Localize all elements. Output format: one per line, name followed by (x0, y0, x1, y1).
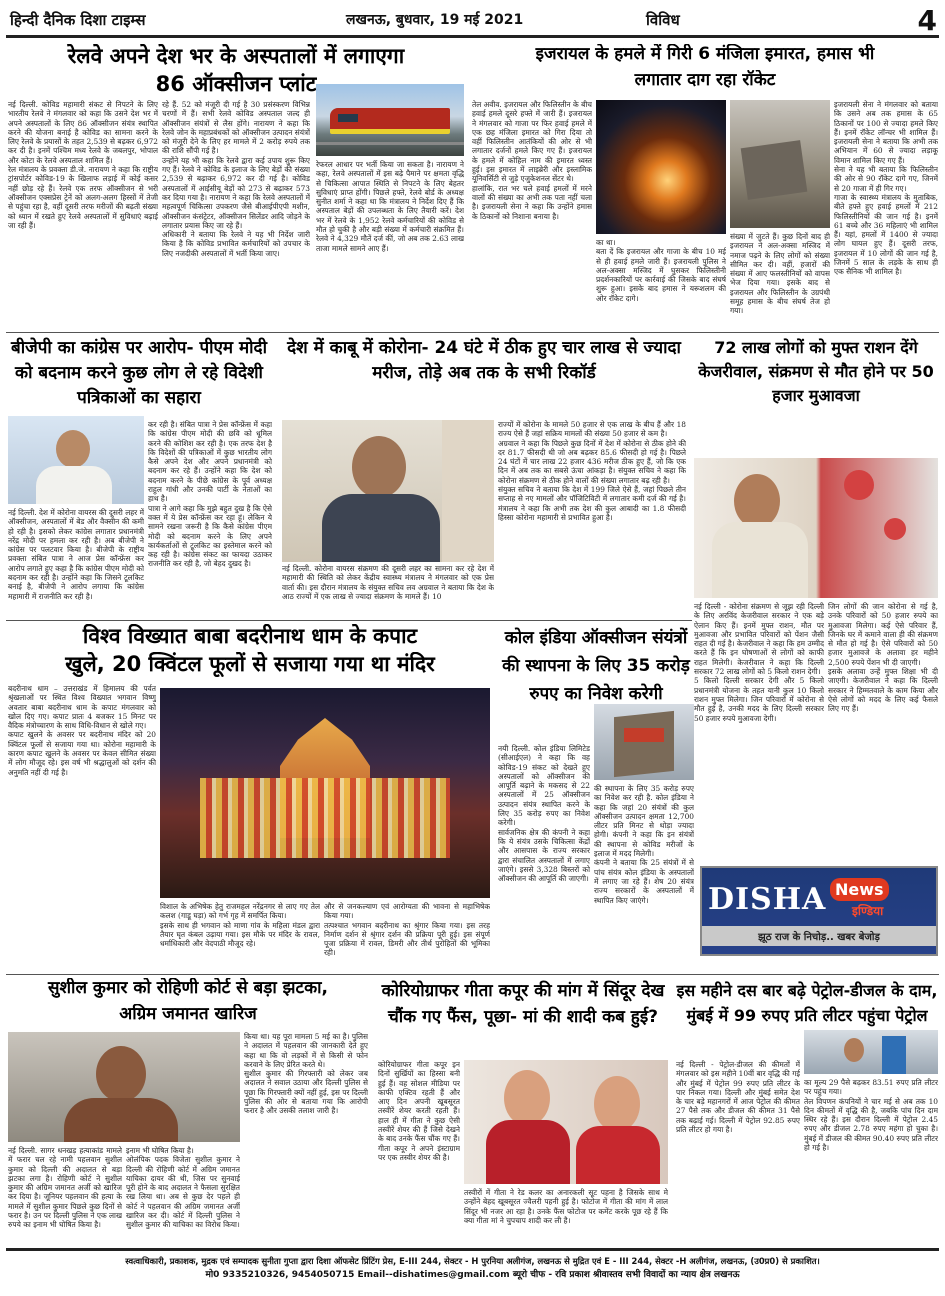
ad-tagline: झूठ राज के निचोड़.. खबर बेजोड़ (702, 926, 936, 946)
dateline: लखनऊ, बुधवार, 19 मई 2021 (346, 12, 524, 28)
a2-col-1: तेल अवीव. इजरायल और फिलिस्तीन के बीच हवाई हमले दूसरे हफ्ते में जारी हैं। इजरायल ने मंगलवार को गाजा पर फिर हवाई हमले में एक छह मंजिला इमारत को गिरा दिया तो वहीं फिलिस्तीन आतंकियों की ओर से भी लगातार दर्जनों हमले किए गए हैं। इजरायल के हमले में कोहिल नाम की इमारत ध्वस्त हुई। इस इमारत में लाइब्रेरी और इस्लामिक यूनिवर्सिटी से जुड़े एजुकेशनल सेंटर थे। हालांकि, रात भर चले हवाई हमलों में मरने वालों की संख्या का अभी तक पता नहीं चला है। इजरायली सेना ने कहा कि उन्होंने हमास के ठिकानों को निशाना बनाया है। (472, 100, 592, 221)
imprint-line-1: स्वत्वाधिकारी, प्रकाशक, मुद्रक एवं सम्पादक सुनीता गुप्ता द्वारा दिशा ऑफसेट प्रिंटिंग प्रेस, E-III 244, सेक्टर - H पुरनिया अलीगंज, लखनऊ से मुद्रित एवं E - III 244, सेक्टर -H अलीगंज, लखनऊ, (उ0प्र0) से प्रकाशित। (125, 1256, 820, 1266)
a5-col-2: जिन लोगों की जान कोरोना से गई है, उनके परिवारों को 50 हजार रुपये का मुआवजा मिलेगा। कई ऐसे परिवार हैं, जिनके घर में कमाने वाला ही की संक्रमण से मौत हो गई है। ऐसे परिवारों को 50 हजार मुआवजे के अलावा हर महीने 2,500 रुपये पेंशन भी दी जाएगी। इसके अलावा उन्हें मुफ्त शिक्षा भी दी जाएगी। केजरीवाल ने कहा कि दिल्ली सरकार ने हिम्मतवाले के काम किया और ऐसे लोगों को मदद के लिए कई फैसले लिए गए हैं। (828, 602, 938, 714)
a7-coal-india-photo (594, 704, 694, 780)
a9-col-2: तस्वीरों में गीता ने रेड कलर का अनारकली सूट पहना है जिसके साथ मे उन्होंने बेहद खूबसूरत ज्वैलरी पहनी हुई है। फोटोज में गीता की मांग में लाल सिंदूर भी नजर आ रहा है। उनके फैंस फोटोज पर कमेंट करके पूछ रहे हैं कि क्या गीता मां ने चुपचाप शादी कर ली है। (464, 1188, 668, 1225)
a7-col-2: की स्थापना के लिए 35 करोड़ रुपए का निवेश कर रही है. कोल इंडिया ने कहा कि जहां 20 संयंत्रों की कुल ऑक्सीजन उत्पादन क्षमता 12,700 लीटर प्रति मिनट से थोड़ा ज्यादा होगी। कंपनी ने कहा कि इन संयंत्रों की स्थापना से कोविड मरीजों के इलाज में मदद मिलेगी। कंपनी ने बताया कि 25 संयंत्रों में से पांच संयंत्र कोल इंडिया के अस्पतालों में लगाए जा रहे हैं। शेष 20 संयंत्र राज्य सरकारों के अस्पतालों में स्थापित किए जाएंगे। (594, 784, 694, 905)
a6-col-3: और से जनकल्याण एवं आरोग्यता की भावना से महाभिषेक किया गया। तत्पश्चात भगवान बदरीनाथ का श्रृंगार किया गया। इस तरह निर्माण दर्शन से श्रृंगार दर्शन की प्रक्रिया पूरी हुई। इस संपूर्ण पूजा प्रक्रिया में रावल, डिमरी और तीर्थ पुरोहितों की भूमिका रही। (324, 902, 490, 958)
a6-col-2: विशाल के अभिषेक हेतु राजमहल नरेंद्रनगर से लाए गए तेल कलश (गाडू घड़ा) को गर्भ गृह में समर्पित किया। इसके साथ ही भगवान को माणा गांव के महिला मंडल द्वारा तैयार घृत कंबल उढ़ाया गया। इस मौके पर मंदिर के रावल, धर्माधिकारी और वेदपाठी मौजूद रहे। (160, 902, 320, 949)
a2-explosion-photo (596, 100, 726, 234)
a5-headline: 72 लाख लोगों को मुफ्त राशन देंगे केजरीवाल, संक्रमण से मौत होने पर 50 हजार मुआवजा (698, 338, 934, 405)
a9-geeta-photo (464, 1060, 668, 1184)
a8-headline-1: सुशील कुमार को रोहिणी कोर्ट से बड़ा झटका, (48, 978, 328, 998)
a9-col-1: कोरियोग्राफर गीता कपूर इन दिनों सुर्खियों का हिस्सा बनी हुई हैं। वह सोशल मीडिया पर काफी एक्टिव रहती हैं और आए दिन अपनी खूबसूरत तस्वीरें शेयर करती रहती हैं। हाल ही में गीता ने कुछ ऐसी तस्वीरें शेयर की हैं जिसे देखने के बाद उनके फैंस चौंक गए हैं। गीता कपूर ने अपने इंस्टाग्राम पर एक तस्वीर शेयर की है। (378, 1060, 460, 1162)
imprint-footer (6, 1248, 939, 1288)
a10-col-1: नई दिल्ली - पेट्रोल-डीजल की कीमतों में मंगलवार को इस महीने 10वीं बार वृद्धि की गई और मुंबई में पेट्रोल 99 रुपए प्रति लीटर के पार निकल गया। दिल्ली और मुंबई समेत देश के चार बड़े महानगरों में आज पेट्रोल की कीमत 27 पैसे तक और डीजल की कीमत 31 पैसे तक बढ़ाई गई। दिल्ली में पेट्रोल 92.85 रुपए प्रति लीटर हो गया है। (676, 1060, 800, 1135)
a4-col-1: राज्यों में कोरोना के मामले 50 हजार से एक लाख के बीच हैं और 18 राज्य ऐसे हैं जहां सक्रिय मामलों की संख्या 50 हजार से कम है। अग्रवाल ने कहा कि पिछले कुछ दिनों में देश में कोरोना से ठीक होने की दर 81.7 फीसदी थी जो अब बढ़कर 85.6 फीसदी हो गई है। पिछले 24 घंटों में चार लाख 22 हजार 436 मरीज ठीक हुए हैं, जो कि एक दिन में अब तक का सबसे ऊंचा आंकड़ा है। संयुक्त सचिव ने कहा कि कोरोना संक्रमण से ठीक होने वालों की संख्या लगातार बढ़ रही है। संयुक्त सचिव ने बताया कि देश में 199 जिले ऐसे हैं, जहां पिछले तीन सप्ताह से नए मामलों और पॉजिटिविटी में लगातार कमी दर्ज की गई है। मंत्रालय ने कहा कि अभी तक देश की कुल आबादी का 1.8 फीसदी हिस्सा कोरोना महामारी से प्रभावित हुआ है। (498, 420, 686, 522)
paper-name: हिन्दी दैनिक दिशा टाइम्स (10, 11, 146, 29)
ad-sub: इण्डिया (852, 904, 884, 918)
a2-col-3: इजरायली सेना ने मंगलवार को बताया कि उसने अब तक हमास के 65 ठिकानों पर 100 से ज्यादा हमले किए हैं। इनमें रॉकेट लॉन्चर भी शामिल हैं। इजरायली सेना ने बताया कि अभी तक अभियान में 60 से ज्यादा लड़ाकू विमान शामिल किए गए हैं। सेना ने यह भी बताया कि फिलिस्तीन की ओर से 90 रॉकेट दागे गए, जिनमें से 20 गाजा में ही गिर गए। गाजा के स्वास्थ्य मंत्रालय के मुताबिक, बीते हफ्ते हुए हवाई हमलों में 212 फिलिस्तीनियों की जान गई है। इनमें 61 बच्चे और 36 महिलाएं भी शामिल हैं। यहां, हमलों में 1400 से ज्यादा लोग घायल हुए हैं। दूसरी तरफ, इजरायल में 10 लोगों की जान गई है, जिनमें 5 साल के लड़के के साथ ही एक सैनिक भी शामिल है। (834, 100, 938, 277)
a9-headline: कोरियोग्राफर गीता कपूर की मांग में सिंदूर देख चौंक गए फैंस, पूछा- मां की शादी कब हुई? (381, 981, 665, 1027)
section-name: विविध (646, 11, 680, 29)
a2-headline-2: लगातार दाग रहा रॉकेट (634, 70, 776, 90)
a7-headline: कोल इंडिया ऑक्सीजन संयंत्रों की स्थापना के लिए 35 करोड़ रुपए का निवेश करेगी (502, 628, 690, 704)
a3-spokesperson-photo (8, 416, 144, 504)
a2-headline-1: इजरायल के हमले में गिरी 6 मंजिला इमारत, हमास भी (535, 44, 875, 64)
a1-headline-1: रेलवे अपने देश भर के अस्पतालों में लगाएगा (67, 44, 405, 68)
ad-news: News (830, 878, 889, 901)
a2-col-4: संख्या में जुटते हैं। कुछ दिनों बाद ही इजरायल ने अल-अक्सा मस्जिद में नमाज पढ़ने के लिए लोगों को संख्या सीमित कर दी। वहीं, हजारों की संख्या में आए फलस्तीनियों को वापस भेज दिया गया। इसके बाद से इजरायल और फिलिस्तीन के उग्रपंथी समूह हमास के बीच संघर्ष तेज हो गया। (730, 232, 830, 316)
a6-col-1: बदरीनाथ धाम – उत्तराखंड में हिमालय की पर्वत श्रृंखलाओं पर स्थित विश्व विख्यात भगवान विष्णु अवतार बाबा बदरीनाथ धाम के कपाट मंगलवार को खोल दिए गए। कपाट प्रातः 4 बजकर 15 मिनट पर वैदिक मंत्रोच्चारण के साथ विधि-विधान से खोले गए। कपाट खुलने के अवसर पर बदरीनाथ मंदिर को 20 क्विंटल फूलों से सजाया गया था। कोरोना महामारी के कारण कपाट खुलने के अवसर पर केवल सीमित संख्या में लोग मौजूद रहे। इस वर्ष भी श्रद्धालुओं को दर्शन की अनुमति नहीं दी गई है। (8, 684, 156, 777)
a8-col-2: इनाम भी घोषित किया है। ओलंपिक पदक विजेता सुशील कुमार ने दिल्ली की रोहिणी कोर्ट में अग्रिम जमानत याचिका दायर की थी, जिस पर सुनवाई पूरी होने के बाद अदालत ने फैसला सुरक्षित रख लिया था। अब से कुछ देर पहले ही कोर्ट ने पहलवान की अग्रिम जमानत अर्जी खारिज कर दी। कोर्ट में दिल्ली पुलिस ने सुशील कुमार की याचिका का विरोध किया। (126, 1146, 240, 1230)
a8-col-3: किया था। यह पूरा मामला 5 मई का है। पुलिस ने अदालत में पहलवान की जानकारी देते हुए कहा था कि वो लड़कों में से किसी से फोन करवाने के लिए प्रेरित करते थे। सुशील कुमार की गिरफ्तारी को लेकर जब अदालत ने सवाल उठाया और दिल्ली पुलिस से पूछा कि गिरफ्तारी क्यों नहीं हुई, इस पर दिल्ली पुलिस की ओर से बताया गया कि आरोपी फरार है और उसकी तलाश जारी है। (244, 1032, 368, 1116)
a10-col-2: का मूल्य 29 पैसे बढ़कर 83.51 रुपए प्रति लीटर पर पहुंच गया। तेल विपणन कंपनियों ने चार मई से अब तक 10 दिन कीमतों में वृद्धि की है, जबकि पांच दिन दाम स्थिर रहे हैं। इस दौरान दिल्ली में पेट्रोल 2.45 रुपए और डीजल 2.78 रुपए महंगा हो चुका है। मुंबई में डीजल की कीमत 90.40 रुपए प्रति लीटर हो गई है। (804, 1078, 938, 1153)
a7-col-1: नयी दिल्ली. कोल इंडिया लिमिटेड (सीआईएल) ने कहा कि वह कोविड-19 संकट को देखते हुए अस्पतालों को ऑक्सीजन की आपूर्ति बढ़ाने के मकसद से 22 अस्पतालों में 25 ऑक्सीजन उत्पादन संयंत्र स्थापित करने के लिए 35 करोड़ रुपए का निवेश करेगी। सार्वजनिक क्षेत्र की कंपनी ने कहा कि ये संयंत्र उसके चिकित्सा केंद्रों और आसपास के राज्य सरकार द्वारा संचालित अस्पतालों में लगाए जाएंगे। इससे 3,328 बिस्तरों को ऑक्सीजन की आपूर्ति की जाएगी। (498, 744, 590, 884)
a3-col-1: नई दिल्ली. देश में कोरोना वायरस की दूसरी लहर में ऑक्सीजन, अस्पतालों में बेड और वैक्सीन की कमी हो रही है। इसको लेकर कांग्रेस लगातार प्रधानमंत्री नरेंद्र मोदी पर हमला कर रही है। अब बीजेपी ने कांग्रेस पर पलटवार किया है। बीजेपी के राष्ट्रीय प्रवक्ता संबित पात्रा ने आज प्रेस कॉन्फ्रेंस कर आरोप लगाते हुए कहा है कि कांग्रेस पीएम मोदी को बदनाम कर रही है। उन्होंने कहा कि जिसने टूलकिट बनाई है, बीजेपी ने आरोप लगाया कि कांग्रेस महामारी में राजनीति कर रही है। (8, 508, 144, 601)
a10-pump-photo (804, 1030, 938, 1074)
a8-col-1: नई दिल्ली. सागर धनखड़ हत्याकांड मामले में फरार चल रहे नामी पहलवान सुशील कुमार को दिल्ली की अदालत से बड़ा झटका लगा है। रोहिणी कोर्ट ने सुशील कुमार की अग्रिम जमानत अर्जी को खारिज कर दिया है। जूनियर पहलवान की हत्या के मामले में सुशील कुमार पिछले कुछ दिनों से फरार है। उन पर दिल्ली पुलिस ने एक लाख रुपये का इनाम भी घोषित किया है। (8, 1146, 122, 1230)
a5-col-1: नई दिल्ली - कोरोना संक्रमण से जूझ रही दिल्ली के लिए अरविंद केजरीवाल सरकार ने एक बड़े ऐलान किए हैं। इनमें मुफ्त राशन, मौत पर मुआवजा और प्रभावित परिवारों को पेंशन जैसी राहत दी गई है। केजरीवाल ने कहा कि हम उम्मीद करते हैं कि इन घोषणाओं से लोगों को काफी राहत मिलेगी। केजरीवाल ने कहा कि दिल्ली सरकार 72 लाख लोगों को 5 किलो राशन देगी। 5 किलो दिल्ली सरकार देगी और 5 किलो प्रधानमंत्री योजना के तहत यानी कुल 10 किलो राशन मुफ्त मिलेगा। जिन परिवारों में कोरोना से मौत हुई है, उनकी मदद के लिए दिल्ली सरकार 50 हजार रुपये मुआवजा देगी। (694, 602, 824, 723)
a8-headline-2: अग्रिम जमानत खारिज (119, 1004, 257, 1024)
ad-brand: DISHA (708, 882, 827, 917)
a4-headline: देश में काबू में कोरोना- 24 घंटे में ठीक हुए चार लाख से ज्यादा मरीज, तोड़े अब तक के सभी रिकॉर्ड (287, 338, 681, 383)
a10-headline: इस महीने दस बार बढ़े पेट्रोल-डीजल के दाम, मुंबई में 99 रुपए प्रति लीटर पहुंचा पेट्रोल (676, 981, 938, 1025)
a4-official-photo (282, 420, 494, 562)
a8-wrestler-photo (8, 1032, 240, 1142)
a6-headline-2: खुले, 20 क्विंटल फूलों से सजाया गया था मंदिर (65, 652, 435, 676)
page-number: 4 (917, 4, 937, 37)
a1-headline-2: 86 ऑक्सीजन प्लांट (155, 72, 317, 96)
a1-col-3: रेफरल आधार पर भर्ती किया जा सकता है। नारायण ने कहा, रेलवे अस्पतालों में इस बढ़े पैमाने पर क्षमता वृद्धि से चिकित्सा आपात स्थिति से निपटने के लिए बेहतर सुविधाएं प्राप्त होंगी। पिछले हफ्ते, रेलवे बोर्ड के अध्यक्ष सुनीत शर्मा ने कहा था कि मंत्रालय ने निर्देश दिए हैं कि अस्पताल बेड़ों की उपलब्धता के लिए तैयारी करें। देश भर में रेलवे के 1,952 रेलवे कर्मचारियों की कोविड से मौत हो चुकी है और बड़ी संख्या में कर्मचारी संक्रमित हैं। रेलवे ने 4,329 मौतें दर्ज कीं, जो अब तक 2.63 लाख ताजा मामले सामने आए हैं। (316, 160, 464, 253)
a1-train-photo (316, 84, 464, 156)
imprint-line-2: मो0 9335210326, 9454050715 Email--dishatimes@gmail.com ब्यूरो चीफ - रवि प्रकाश श्रीवास्तव सभी विवादों का न्याय क्षेत्र लखनऊ (205, 1270, 740, 1280)
a4-caption: नई दिल्ली. कोरोना वायरस संक्रमण की दूसरी लहर का सामना कर रहे देश में महामारी की स्थिति को लेकर केंद्रीय स्वास्थ्य मंत्रालय ने मंगलवार को एक प्रेस वार्ता की। इस दौरान मंत्रालय के संयुक्त सचिव लव अग्रवाल ने बताया कि देश के आठ राज्यों में एक लाख से ज्यादा संक्रमण के मामले हैं। 10 (282, 564, 494, 601)
masthead (6, 4, 939, 38)
a1-col-2: रहे हैं. 52 को मंजूरी दी गई है 30 प्रसंस्करण विभिन्न चरणों में हैं। सभी रेलवे कोविड अस्पताल जल्द ही ऑक्सीजन संयंत्रों से लैस होंगे। नारायण ने कहा कि रेलवे जोन के महाप्रबंधकों को ऑक्सीजन उत्पादन संयंत्रों को मंजूरी देने के लिए हर मामले में 2 करोड़ रुपये तक की राशि सौंपी गई है। उन्होंने यह भी कहा कि रेलवे द्वारा कई उपाय शुरू किए गए हैं। रेलवे ने कोविड के इलाज के लिए बेड़ों की संख्या 2,539 से बढ़ाकर 6,972 कर दी गई है। कोविड अस्पतालों में आईसीयू बेड़ों को 273 से बढ़ाकर 573 कर दिया गया है। नारायण ने कहा कि रेलवे अस्पतालों में महत्वपूर्ण चिकित्सा उपकरण जैसे बीआईपीएपी मशीन, ऑक्सीजन कंसंट्रेटर, ऑक्सीजन सिलेंडर आदि जोड़ने के लगातार प्रयास किए जा रहे हैं। अधिकारी ने बताया कि रेलवे ने यह भी निर्देश जारी किया है कि कोविड प्रभावित कर्मचारियों को उपचार के लिए नजदीकी अस्पतालों में भर्ती किया जाए। (162, 100, 310, 258)
a5-kejriwal-photo (694, 458, 938, 598)
a6-temple-photo (160, 688, 490, 898)
a6-headline-1: विश्व विख्यात बाबा बदरीनाथ धाम के कपाट (82, 624, 418, 648)
a3-headline: बीजेपी का कांग्रेस पर आरोप- पीएम मोदी को बदनाम करने कुछ लोग ले रहे विदेशी पत्रिकाओं का सहारा (11, 338, 267, 408)
a2-rubble-photo (730, 100, 830, 228)
a2-col-2: का था। बता दें कि इजरायल और गाजा के बीच 10 मई से ही हवाई हमले जारी हैं। इजरायली पुलिस ने अल-अक्सा मस्जिद में घुसकर फिलिस्तीनी प्रदर्शनकारियों पर कार्रवाई की जिसके बाद संघर्ष शुरू हुआ। इसके बाद हमास ने यरूशलम की ओर रॉकेट दागे। (596, 238, 726, 303)
a1-col-1: नई दिल्ली. कोविड महामारी संकट से निपटने के लिए भारतीय रेलवे ने मंगलवार को कहा कि उसने देश भर में अपने अस्पतालों के लिए 86 ऑक्सीजन संयंत्र स्थापित करने की योजना बनाई है कोविड का सामना करने के लिए रेलवे के प्रयासों के तहत 2,539 से बढ़कर 6,972 कर दी है। इनमें पश्चिम मध्य रेलवे के जबलपुर, भोपाल और कोटा के रेलवे अस्पताल शामिल हैं। रेल मंत्रालय के प्रवक्ता डी.जे. नारायण ने कहा कि राष्ट्रीय ट्रांसपोर्टर कोविड-19 के खिलाफ लड़ाई में कोई कसर नहीं छोड़ रहे हैं। रेलवे एक तरफ ऑक्सीजन से भरी ऑक्सीजन एक्सप्रेस ट्रेनें को अलग-अलग हिस्सों में तेजी से पहुंचा रहा है, वहीं दूसरी तरफ मरीजों की बढ़ती संख्या को ध्यान में रखते हुए रेलवे अस्पतालों में सुविधाएं बढ़ाई जा रही हैं। (8, 100, 158, 230)
a3-col-2: कर रही है। संबित पात्रा ने प्रेस कॉन्फ्रेंस में कहा कि कांग्रेस पीएम मोदी की छवि को धूमिल करने की कोशिश कर रही है। एक तरफ देश है कि विदेशों की पत्रिकाओं में कुछ भारतीय लोग कैसे अपने देश और अपने प्रधानमंत्री को बदनाम कर रहे हैं। उन्होंने कहा कि देश को बदनाम करने के पीछे कांग्रेस के पूर्व अध्यक्ष राहुल गांधी और उनकी पार्टी के नेताओं का हाथ है। पात्रा ने आगे कहा कि मुझे बहुत दुख है कि ऐसे वक्त में ये प्रेस कॉन्फ्रेंस कर रहा हूं। लेकिन ये सामने रखना जरूरी है कि कैसे कांग्रेस पीएम मोदी को बदनाम करने के लिए अपने कार्यकर्ताओं से टूलकिट का इस्तेमाल करने को कह रही है। कांग्रेस संकट का फायदा उठाकर राजनीति कर रही है, जो बेहद दुखद है। (148, 420, 272, 569)
disha-news-ad (700, 866, 938, 956)
